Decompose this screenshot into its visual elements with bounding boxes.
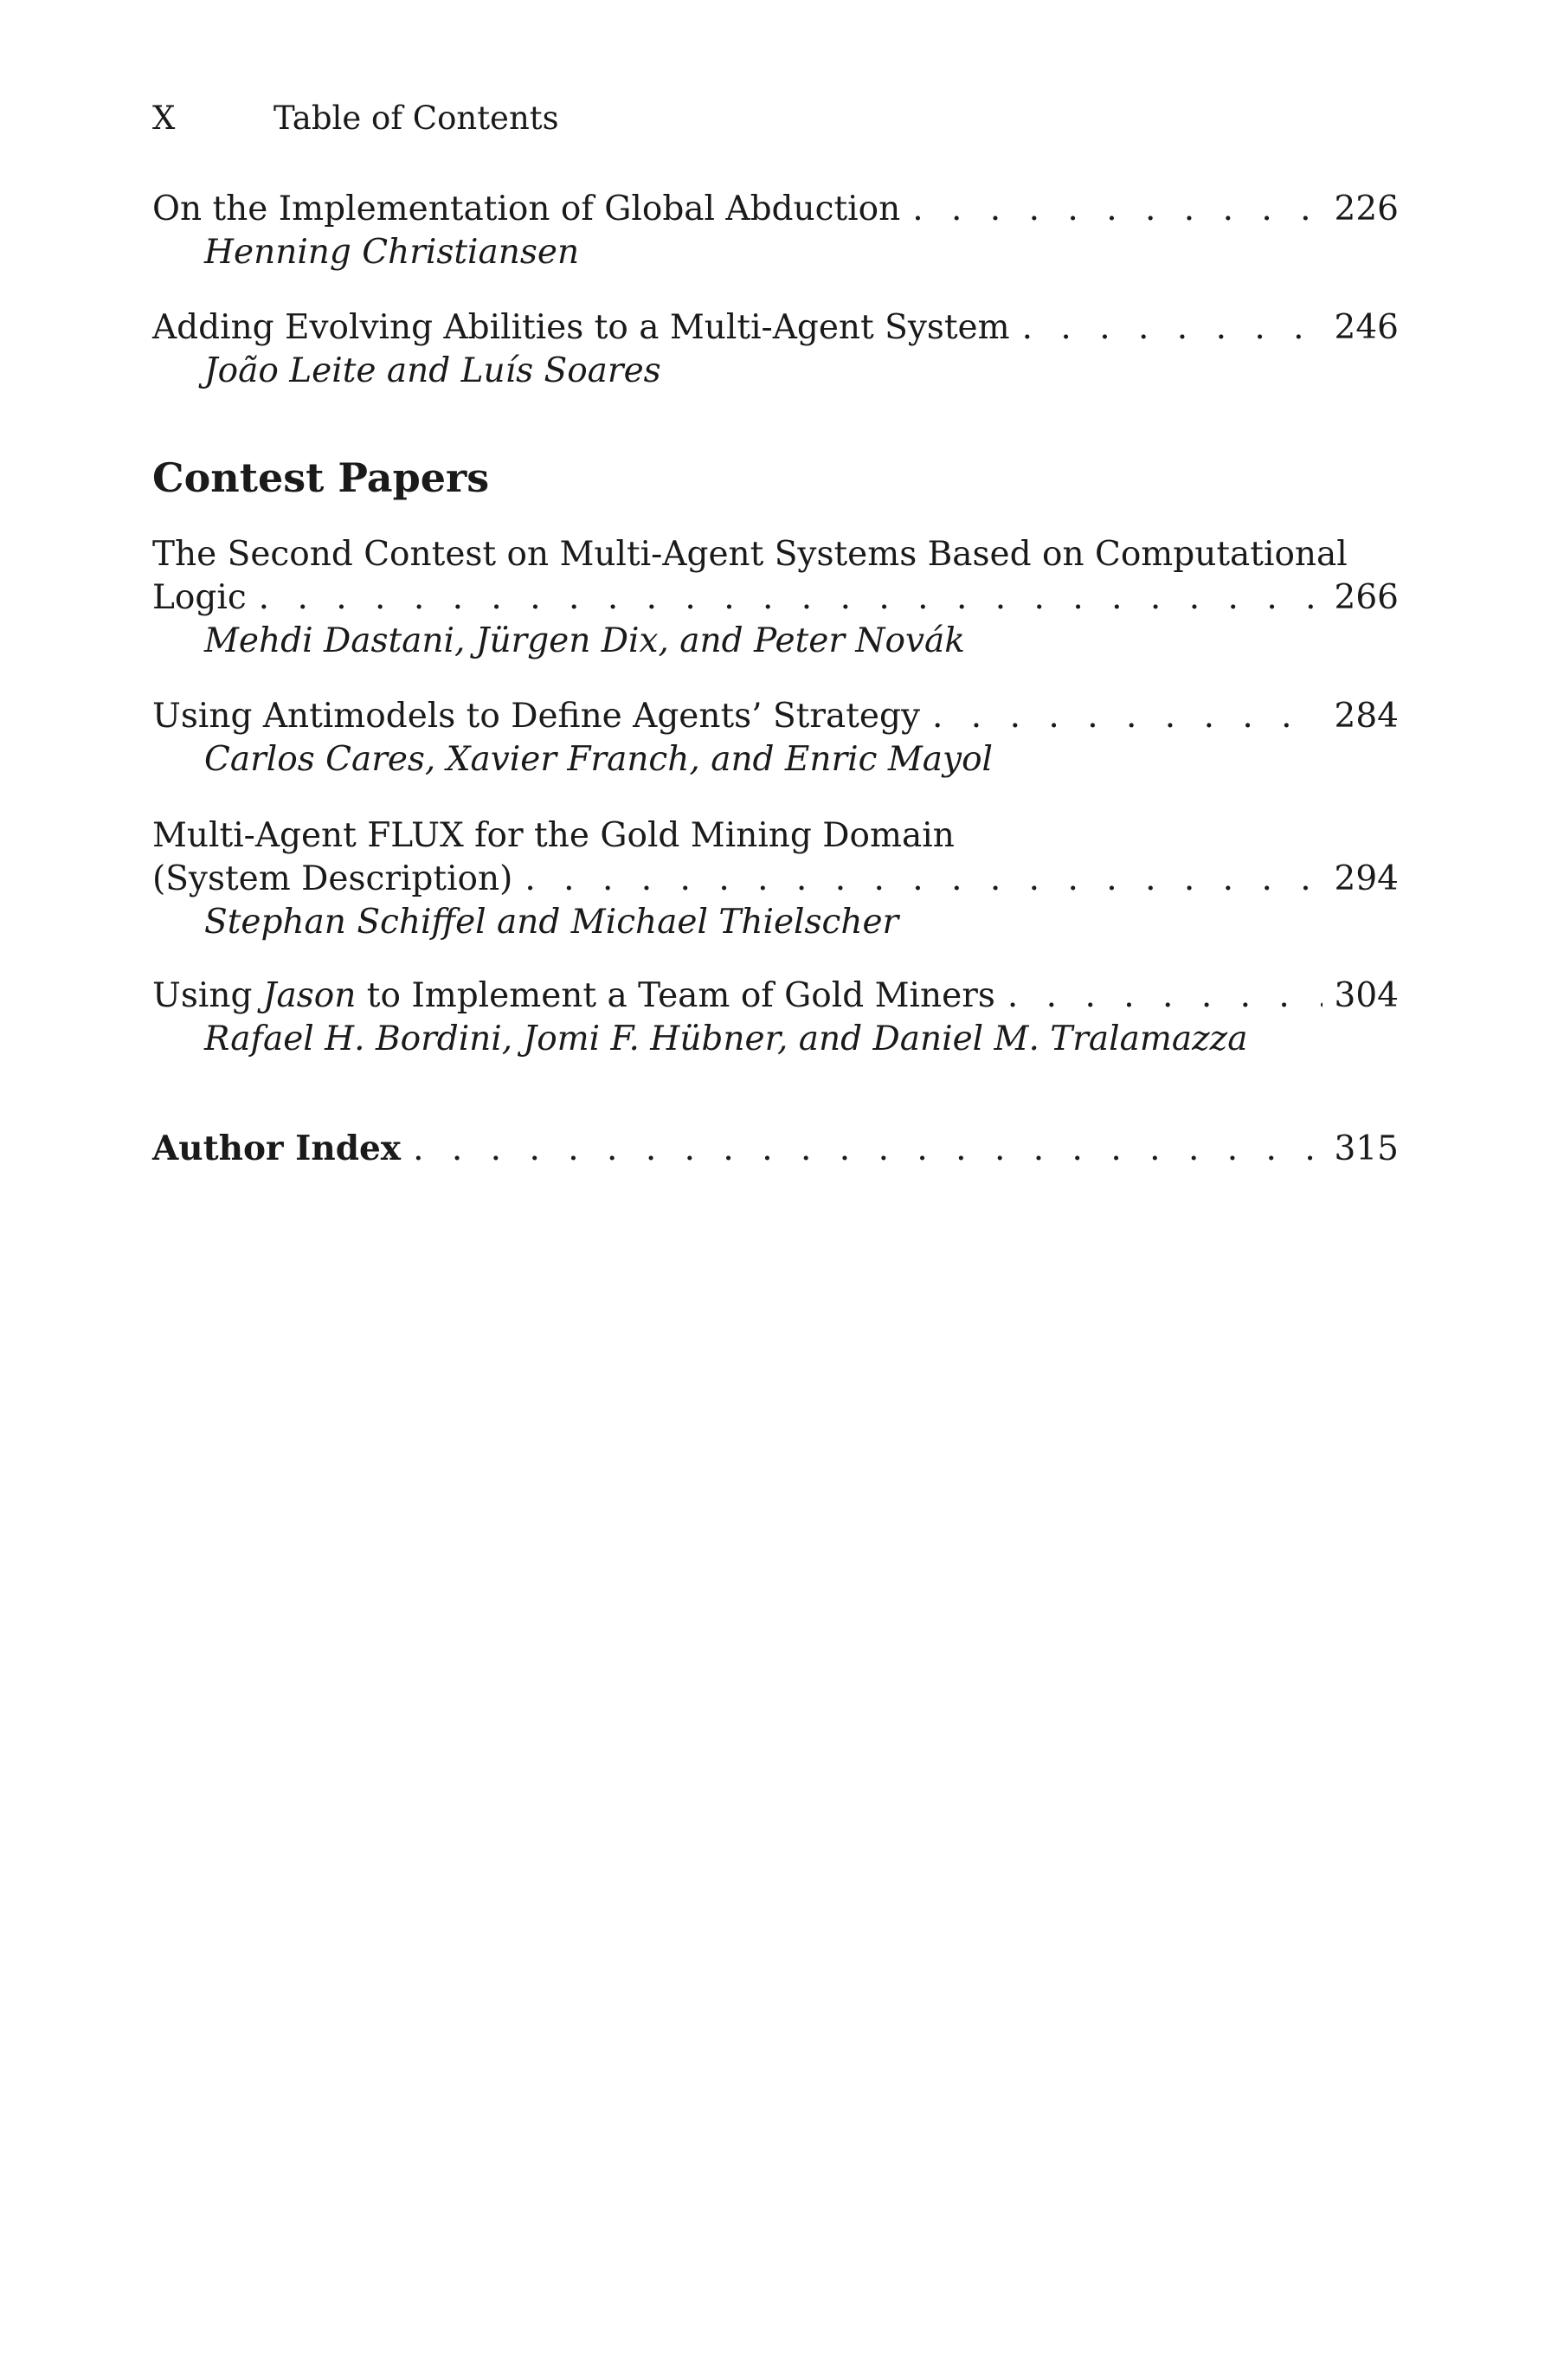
entry-title-italic: Jason <box>262 976 357 1015</box>
dot-leader <box>259 576 1323 620</box>
toc-entry[interactable] <box>152 975 1399 1061</box>
dot-leader <box>525 858 1322 901</box>
dot-leader <box>413 1128 1322 1171</box>
author-index-label: Author Index <box>152 1129 402 1168</box>
entry-title <box>152 975 995 1018</box>
entry-page-number: 266 <box>1334 578 1399 617</box>
dot-leader <box>912 188 1322 231</box>
entry-title-line: Logic <box>152 578 247 617</box>
toc-entry[interactable] <box>152 695 1399 782</box>
section-heading: Contest Papers <box>152 454 490 501</box>
entry-title: Using Antimodels to Define Agents’ Strategy <box>152 697 921 736</box>
entry-authors: Stephan Schiffel and Michael Thielscher <box>204 903 899 942</box>
entry-authors: Carlos Cares, Xavier Franch, and Enric Mayol <box>204 740 994 779</box>
entry-page-number: 315 <box>1334 1129 1399 1168</box>
entry-title: On the Implementation of Global Abduction <box>152 190 901 228</box>
toc-entry[interactable] <box>152 533 1399 663</box>
entry-title-prefix: Using <box>152 976 253 1015</box>
entry-page-number: 304 <box>1334 976 1399 1015</box>
entry-page-number: 226 <box>1334 190 1399 228</box>
entry-page-number: 294 <box>1334 859 1399 898</box>
entry-title-suffix: to Implement a Team of Gold Miners <box>366 976 995 1015</box>
dot-leader <box>932 695 1323 738</box>
toc-entry-author-index[interactable] <box>152 1127 1399 1170</box>
entry-title: Adding Evolving Abilities to a Multi-Agent System <box>152 308 1010 347</box>
entry-authors: Rafael H. Bordini, Jomi F. Hübner, and Daniel M. Tralamazza <box>204 1020 1248 1058</box>
entry-authors: Mehdi Dastani, Jürgen Dix, and Peter Novák <box>204 621 965 660</box>
entry-title-line: Multi-Agent FLUX for the Gold Mining Domain <box>152 816 955 855</box>
dot-leader <box>1007 975 1323 1018</box>
toc-entry[interactable] <box>152 306 1399 393</box>
dot-leader <box>1022 306 1323 350</box>
page-folio: X <box>152 100 176 137</box>
toc-entry[interactable] <box>152 814 1399 944</box>
entry-authors: João Leite and Luís Soares <box>204 351 661 390</box>
toc-entry[interactable] <box>152 188 1399 274</box>
entry-page-number: 284 <box>1334 697 1399 736</box>
entry-title-line: The Second Contest on Multi-Agent Systems Based on Computational <box>152 535 1348 574</box>
running-head <box>152 97 1399 140</box>
entry-page-number: 246 <box>1334 308 1399 347</box>
entry-title-line: (System Description) <box>152 859 513 898</box>
entry-authors: Henning Christiansen <box>204 233 580 272</box>
running-head-title: Table of Contents <box>274 100 559 137</box>
